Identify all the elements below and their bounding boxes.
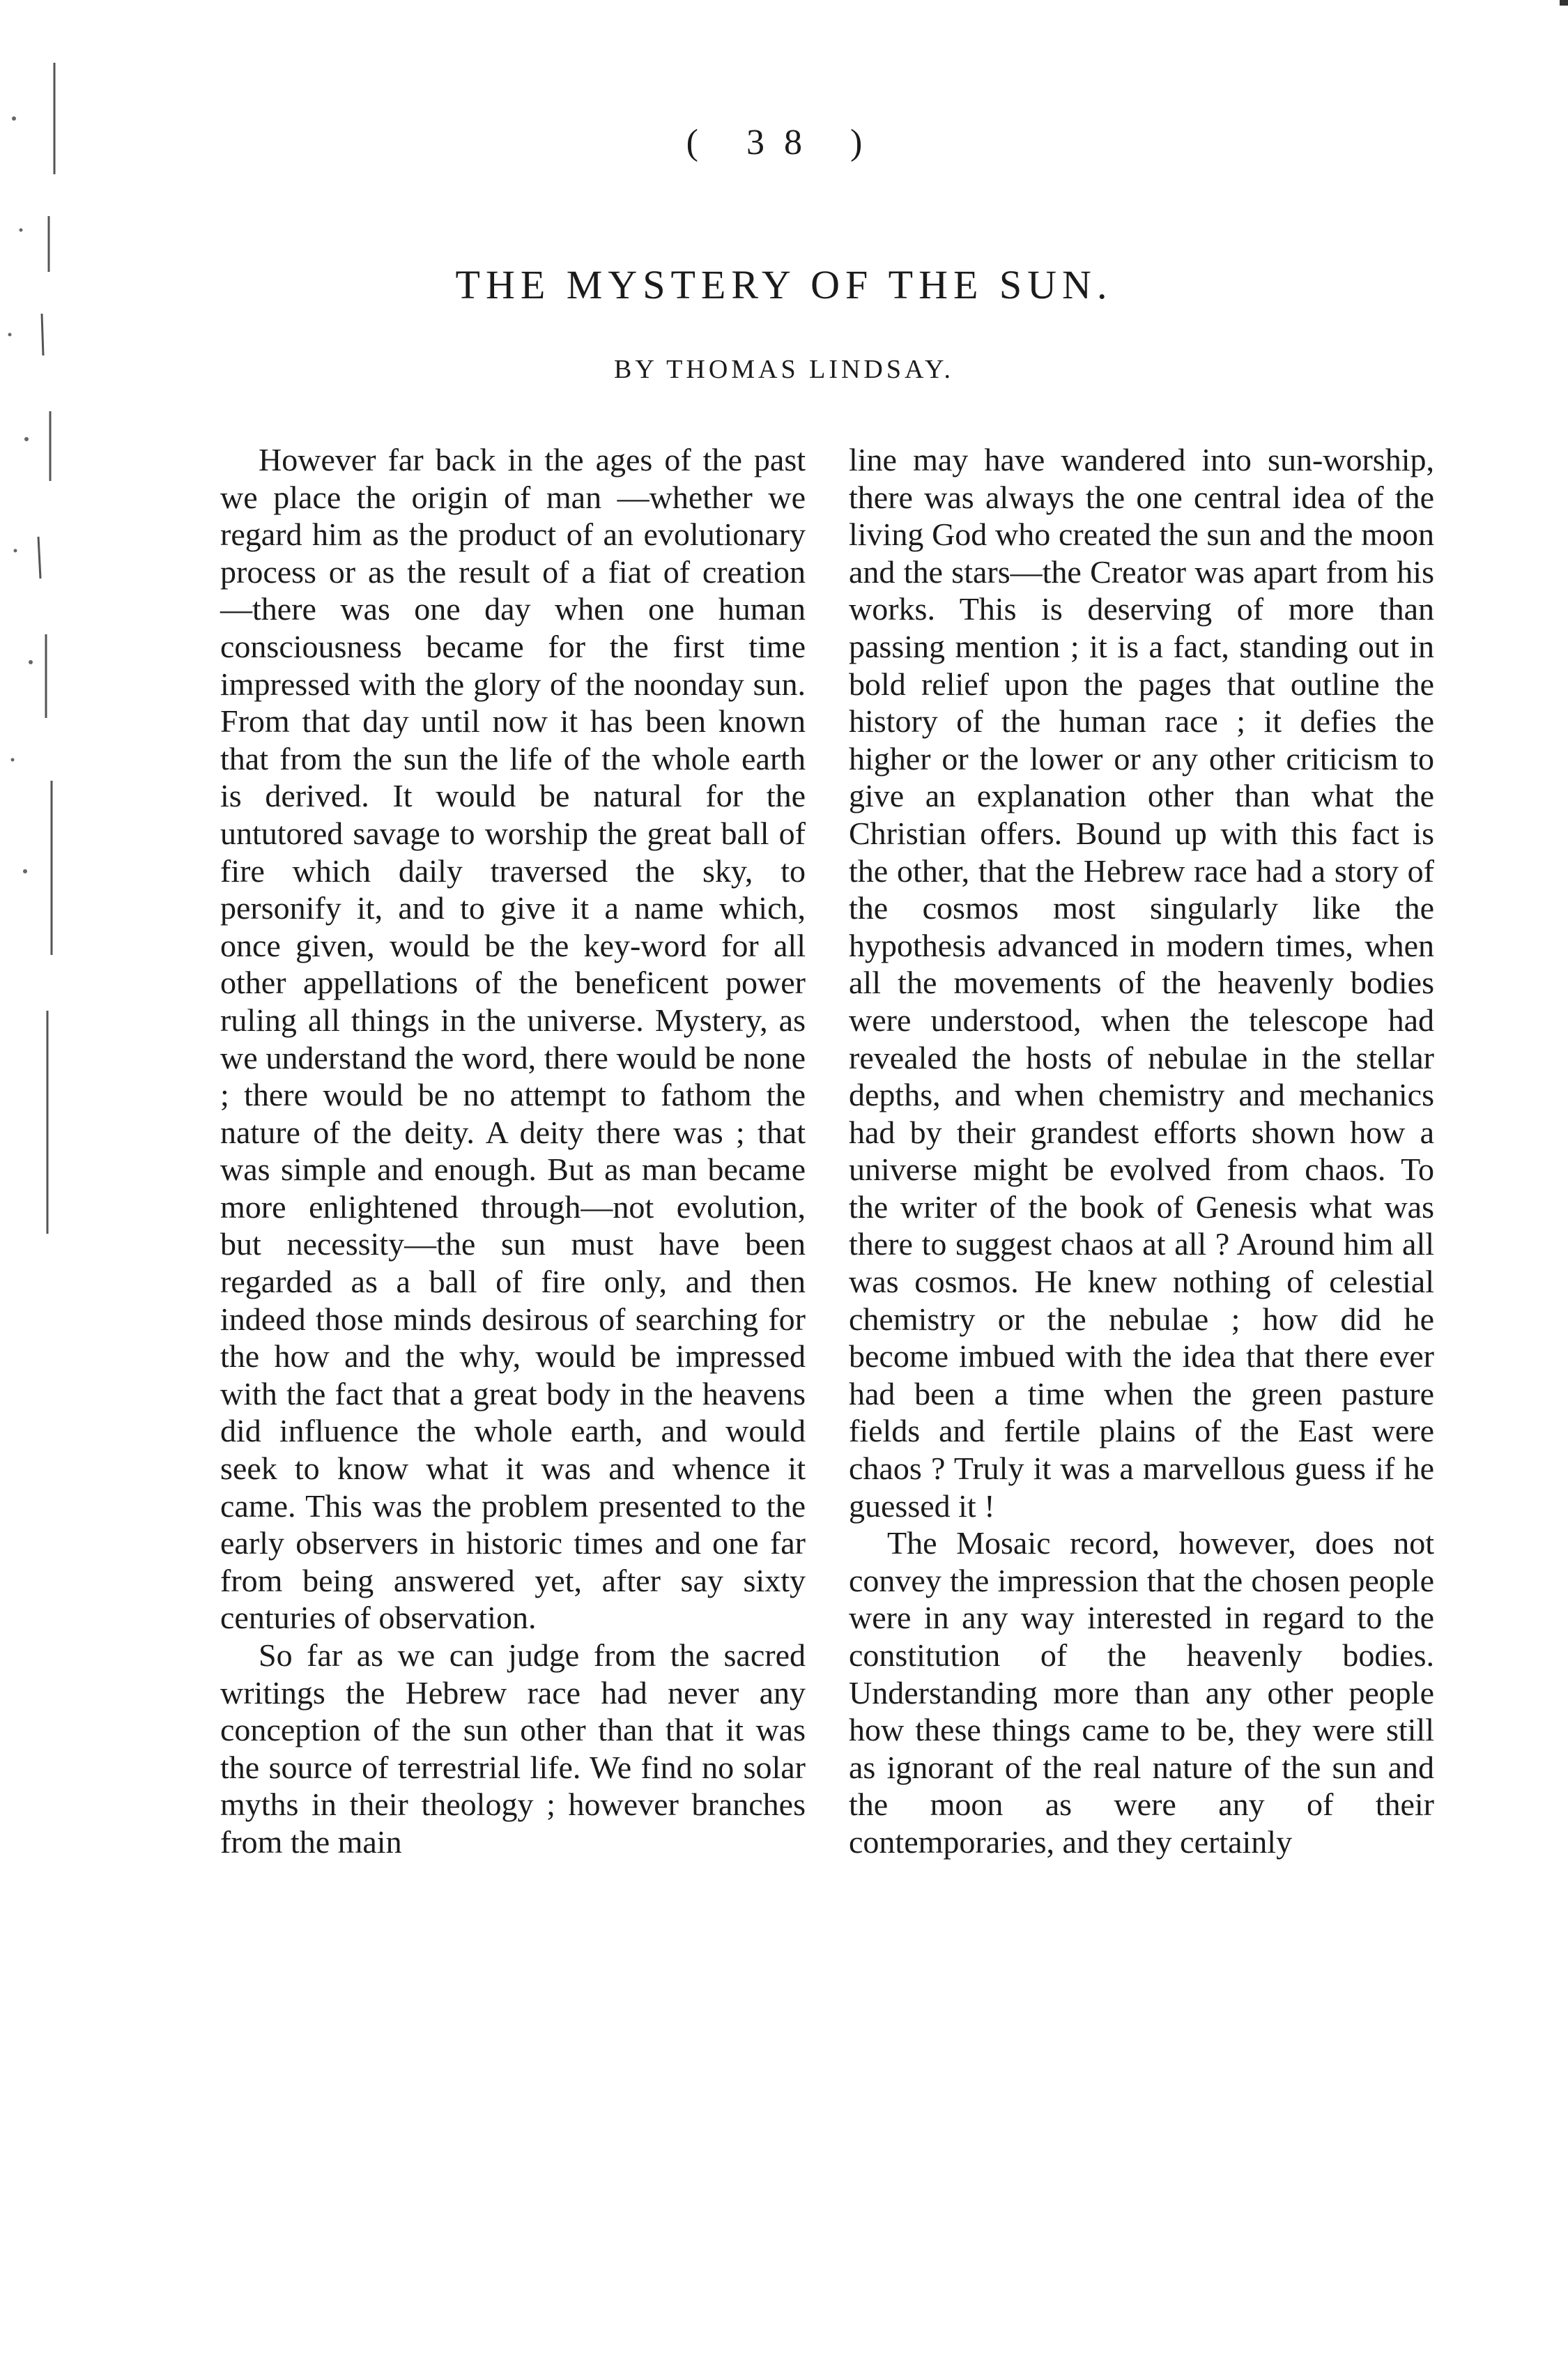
- left-paragraph-2: So far as we can judge from the sacred writings the Hebrew race had never any conception of the sun other than that it was the source of terrestrial life. We find no solar myths in their theology ; however branches from the main: [220, 1637, 806, 1860]
- article-byline: BY THOMAS LINDSAY.: [613, 355, 955, 384]
- binding-edge-marks: [0, 49, 63, 1269]
- corner-speck: [1560, 0, 1568, 6]
- left-column: [220, 441, 806, 1861]
- right-paragraph-1: line may have wandered into sun-worship, there was always the one central idea of the living God who created the sun and the moon and the stars—the Creator was apart from his works. This is deserving of more than passing mention ; it is a fact, standing out in bold relief upon the pages that outline the history of the human race ; it defies the higher or the lower or any other criticism to give an explanation other than what the Christian offers. Bound up with this fact is the other, that the Hebrew race had a story of the cosmos most singularly like the hypothesis advanced in modern times, when all the movements of the heavenly bodies were understood, when the telescope had revealed the hosts of nebulae in the stellar depths, and when chemistry and mechanics had by their grandest efforts shown how a universe might be evolved from chaos. To the writer of the book of Genesis what was there to suggest chaos at all ? Around him all was cosmos. He knew nothing of celestial chemistry or the nebulae ; how did he become imbued with the idea that there ever had been a time when the green pasture fields and fertile plains of the East were chaos ? Truly it was a marvellous guess if he guessed it !: [849, 442, 1434, 1524]
- article-title: THE MYSTERY OF THE SUN.: [455, 262, 1113, 307]
- page-number: ( 38 ): [686, 123, 882, 162]
- left-paragraph-1: However far back in the ages of the past we place the origin of man —whether we regard him as the product of an evolutionary process or as the result of a fiat of creation —there was one day when one human consciousness became for the first time impressed with the glory of the noonday sun. From that day until now it has been known that from the sun the life of the whole earth is derived. It would be natural for the untutored savage to worship the great ball of fire which daily traversed the sky, to personify it, and to give it a name which, once given, would be the key-word for all other appellations of the beneficent power ruling all things in the universe. Mystery, as we understand the word, there would be none ; there would be no attempt to fathom the nature of the deity. A deity there was ; that was simple and enough. But as man became more enlightened through—not evolution, but necessity—the sun must have been regarded as a ball of fire only, and then indeed those minds desirous of searching for the how and the why, would be impressed with the fact that a great body in the heavens did influence the whole earth, and would seek to know what it was and whence it came. This was the problem presented to the early observers in historic times and one far from being answered yet, after say sixty centuries of observation.: [220, 442, 806, 1636]
- right-column: [849, 441, 1434, 1861]
- right-paragraph-2: The Mosaic record, however, does not convey the impression that the chosen people were in any way interested in regard to the constitution of the heavenly bodies. Understanding more than any other people how these things came to be, they were still as ignorant of the real nature of the sun and the moon as were any of their contemporaries, and they certainly: [849, 1525, 1434, 1860]
